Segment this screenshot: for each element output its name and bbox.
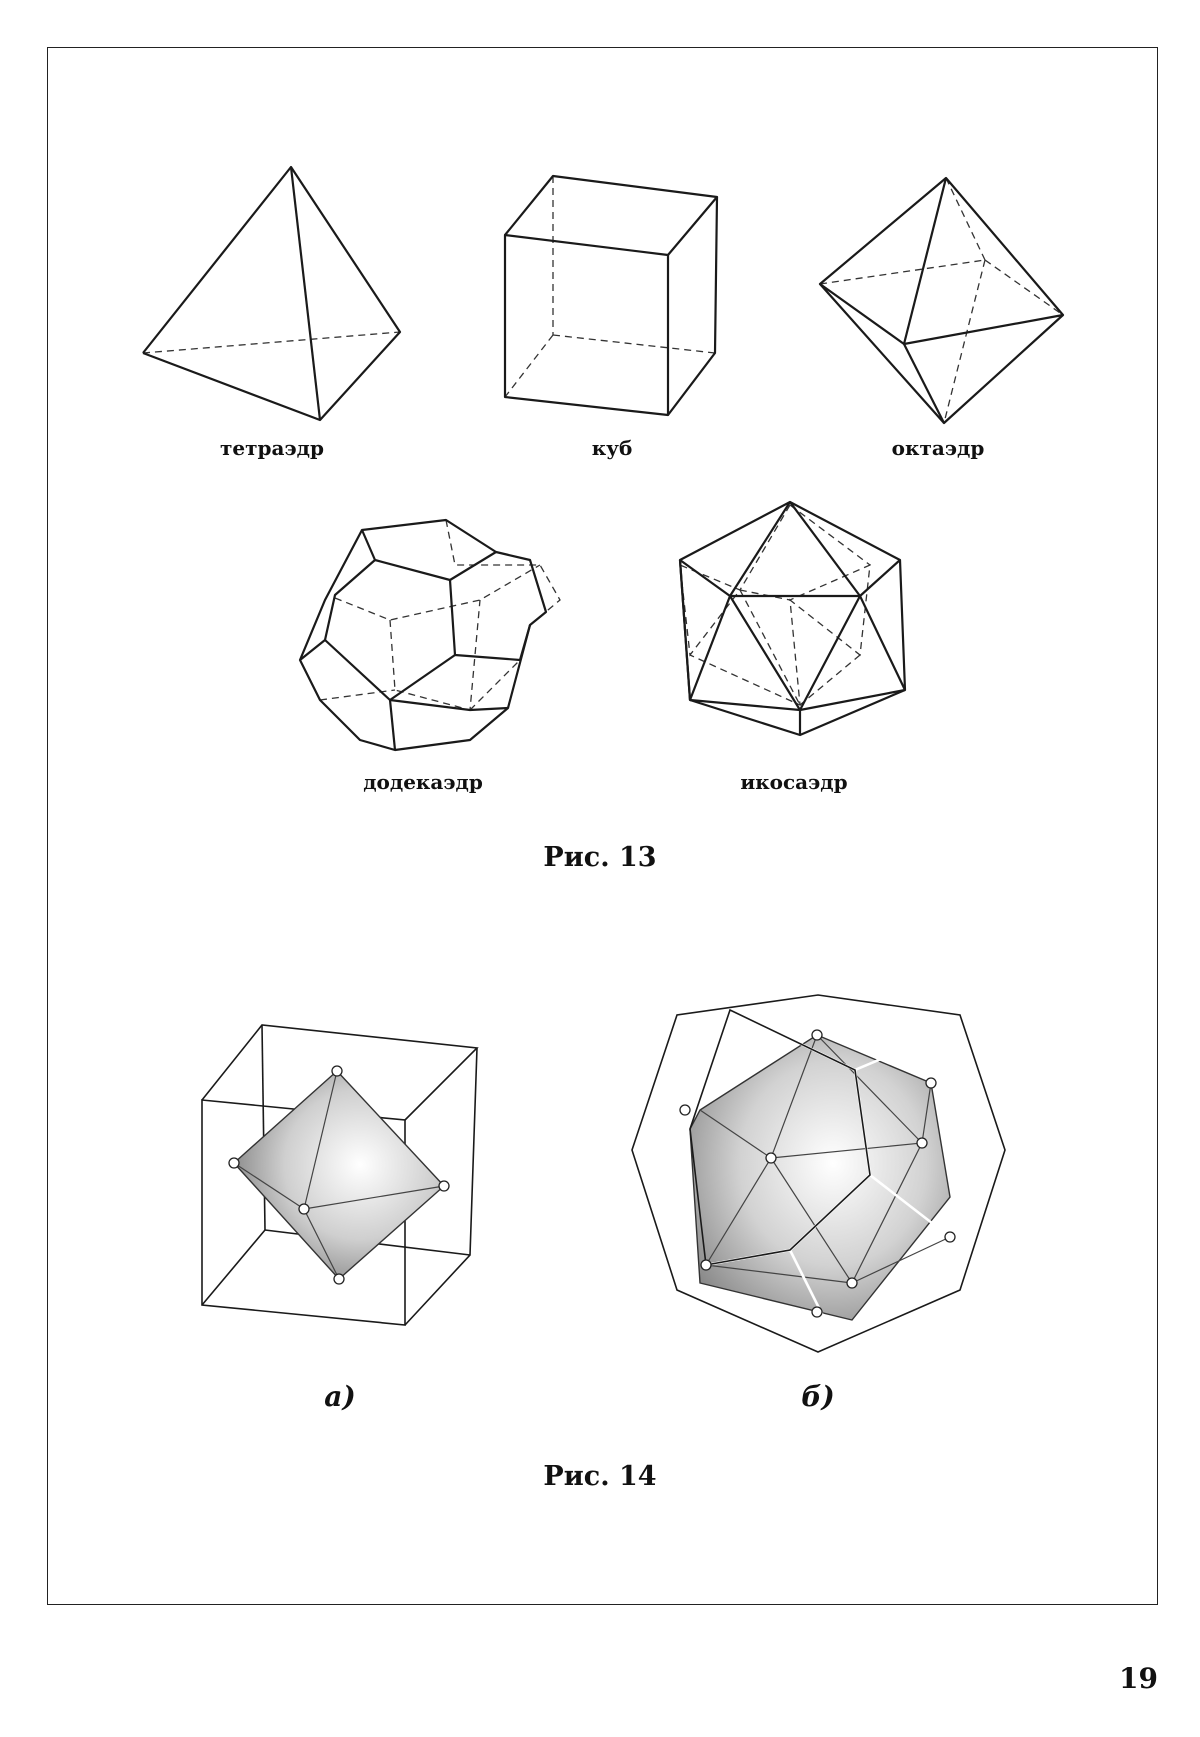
figure13-caption: Рис. 13 — [543, 842, 657, 873]
figure14-sublabel-b: б) — [801, 1380, 835, 1413]
label-dodecahedron: додекаэдр — [363, 770, 483, 794]
page-number: 19 — [1119, 1662, 1158, 1695]
icosahedron-drawing — [680, 502, 905, 735]
fig14b-drawing — [632, 995, 1005, 1352]
label-octahedron: октаэдр — [891, 436, 985, 460]
label-tetrahedron: тетраэдр — [220, 436, 324, 460]
fig14a-drawing — [202, 1025, 477, 1325]
tetrahedron-drawing — [143, 167, 400, 420]
octahedron-drawing — [820, 178, 1063, 423]
figure14-caption: Рис. 14 — [543, 1461, 657, 1492]
figure14-sublabel-a: а) — [324, 1380, 356, 1413]
cube-drawing — [505, 176, 717, 415]
label-cube: куб — [591, 436, 633, 460]
dodecahedron-drawing — [300, 520, 560, 750]
label-icosahedron: икосаэдр — [740, 770, 848, 794]
